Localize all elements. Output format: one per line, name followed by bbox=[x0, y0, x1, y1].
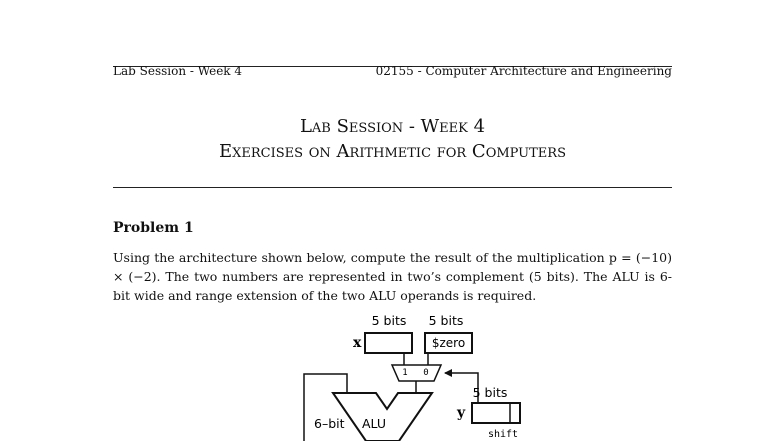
zero-register-label: $zero bbox=[431, 336, 466, 350]
y-register bbox=[472, 403, 520, 423]
x-register-label: x bbox=[353, 335, 362, 351]
y-register-label: y bbox=[457, 405, 466, 421]
x-width-label: 5 bits bbox=[371, 313, 407, 328]
zero-width-label: 5 bits bbox=[428, 313, 464, 328]
problem-heading: Problem 1 bbox=[113, 220, 194, 236]
header-right-text: 02155 - Computer Architecture and Engineering bbox=[375, 64, 672, 78]
header-left-text: Lab Session - Week 4 bbox=[113, 64, 243, 78]
shift-label: shift bbox=[487, 429, 519, 440]
mux-input-0-label: 0 bbox=[423, 368, 429, 378]
multiplexer bbox=[392, 365, 441, 381]
title-line-1: Lab Session - Week 4 bbox=[299, 116, 486, 137]
alu-label: ALU bbox=[361, 416, 387, 431]
alu-width-label: 6–bit bbox=[314, 416, 345, 431]
x-register bbox=[365, 333, 412, 353]
y-width-label: 5 bits bbox=[472, 385, 508, 400]
mux-input-1-label: 1 bbox=[402, 368, 408, 378]
problem-paragraph: Using the architecture shown below, compute the result of the multiplication p = (−10) × (−2). The two numbers are represented in two’s complement (5 bits). The ALU is 6-bit wide and range extension of the two ALU operands is required. bbox=[113, 250, 672, 303]
title-line-2: Exercises on Arithmetic for Computers bbox=[219, 141, 566, 162]
